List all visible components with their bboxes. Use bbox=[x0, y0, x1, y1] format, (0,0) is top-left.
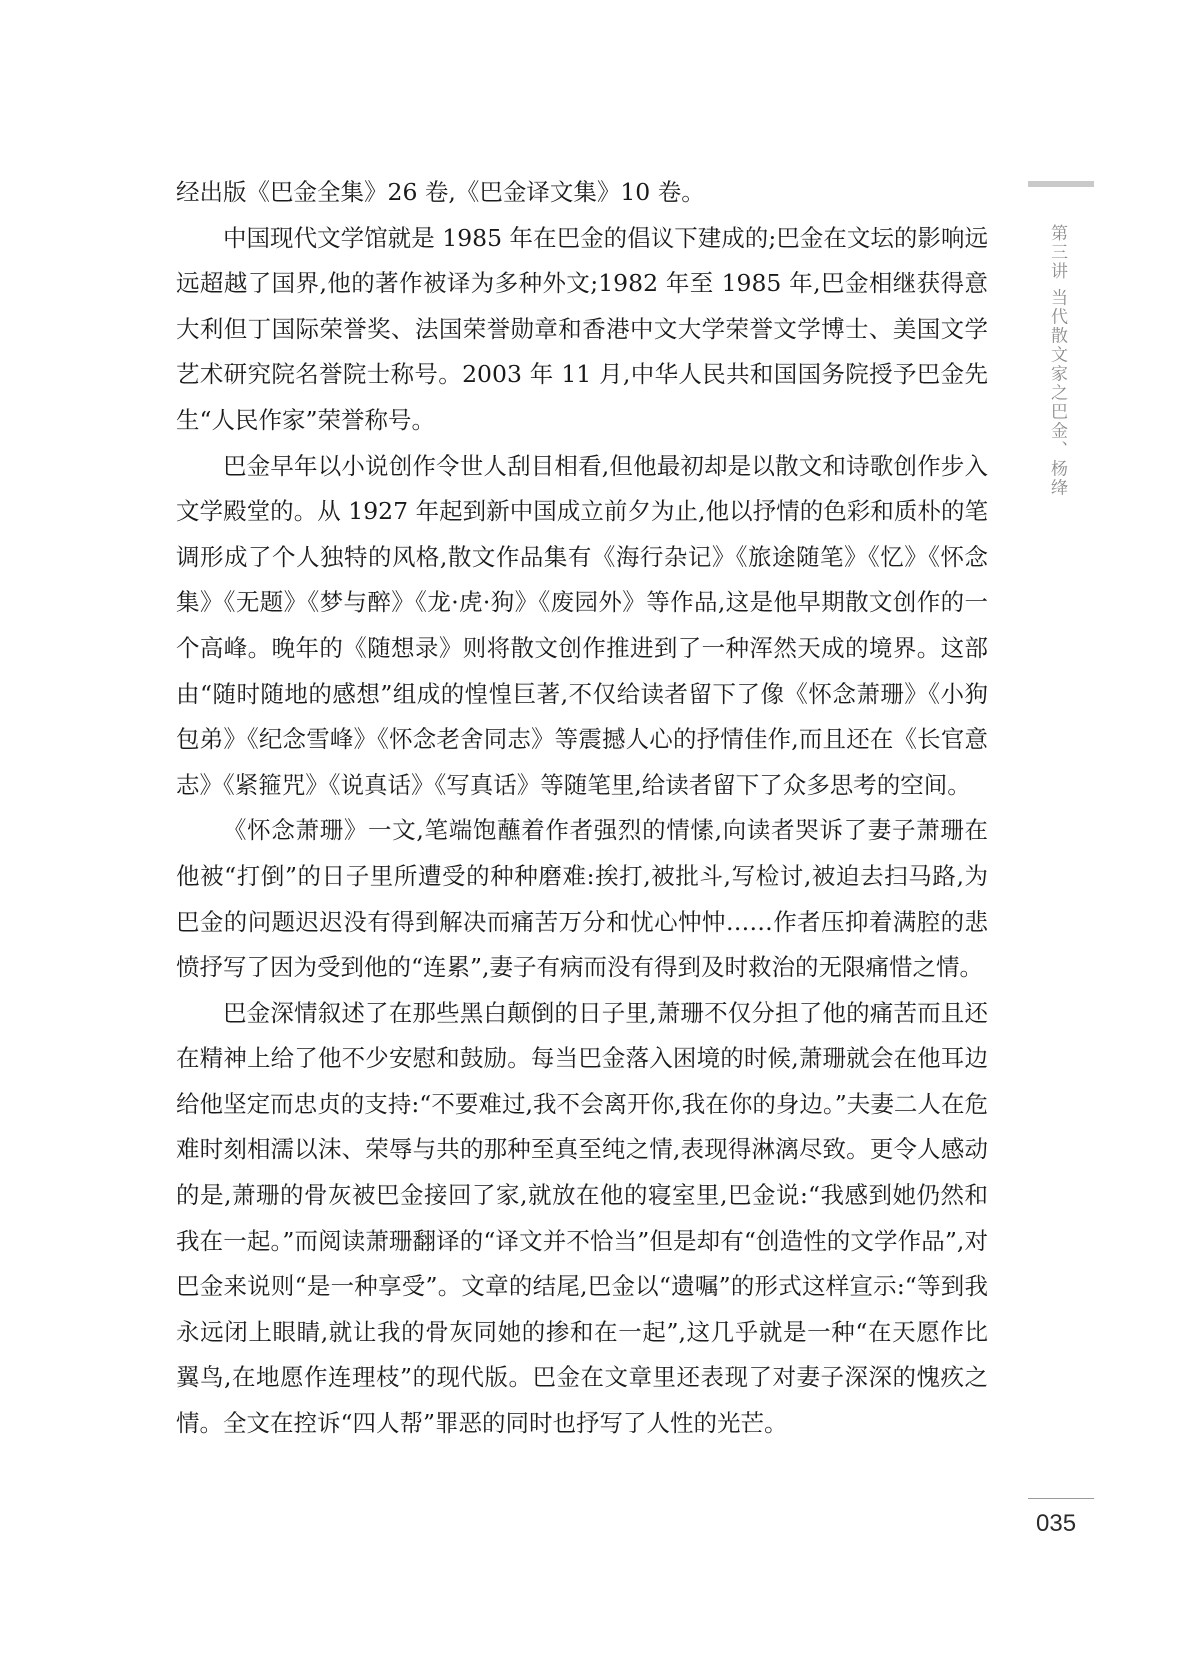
paragraph-continuation: 经出版《巴金全集》26 卷,《巴金译文集》10 卷。 bbox=[176, 178, 705, 206]
running-header-chapter: 第三讲 当代散文家之巴金、杨绛 bbox=[1047, 224, 1067, 498]
margin-rule bbox=[1028, 181, 1094, 187]
paragraph-deep-affection: 巴金深情叙述了在那些黑白颠倒的日子里,萧珊不仅分担了他的痛苦而且还在精神上给了他不少安慰和鼓励。每当巴金落入困境的时候,萧珊就会在他耳边给他坚定而忠贞的支持:“不要难过,我不会离开你,我在你的身边。”夫妻二人在危难时刻相濡以沫、荣辱与共的那种至真至纯之情,表现得淋漓尽致。更令人感动的是,萧珊的骨灰被巴金接回了家,就放在他的寝室里,巴金说:“我感到她仍然和我在一起。”而阅读萧珊翻译的“译文并不恰当”但是却有“创造性的文学作品”,对巴金来说则“是一种享受”。文章的结尾,巴金以“遗嘱”的形式这样宣示:“等到我永远闭上眼睛,就让我的骨灰同她的掺和在一起”,这几乎就是一种“在天愿作比翼鸟,在地愿作连理枝”的现代版。巴金在文章里还表现了对妻子深深的愧疚之情。全文在控诉“四人帮”罪恶的同时也抒写了人性的光芒。 bbox=[176, 998, 988, 1438]
footer-rule bbox=[1028, 1498, 1094, 1499]
paragraph-early-prose: 巴金早年以小说创作令世人刮目相看,但他最初却是以散文和诗歌创作步入文学殿堂的。从 1927 年起到新中国成立前夕为止,他以抒情的色彩和质朴的笔调形成了个人独特的风格,散文作品集有《海行杂记》《旅途随笔》《忆》《怀念集》《无题》《梦与醉》《龙·虎·狗》《废园外》等作品,这是他早期散文创作的一个高峰。晚年的《随想录》则将散文创作推进到了一种浑然天成的境界。这部由“随时随地的感想”组成的惶惶巨著,不仅给读者留下了像《怀念萧珊》《小狗包弟》《纪念雪峰》《怀念老舍同志》等震撼人心的抒情佳作,而且还在《长官意志》《紧箍咒》《说真话》《写真话》等随笔里,给读者留下了众多思考的空间。 bbox=[176, 451, 988, 799]
page-number: 035 bbox=[1036, 1510, 1077, 1537]
paragraph-huainian-xiaoshan: 《怀念萧珊》一文,笔端饱蘸着作者强烈的情愫,向读者哭诉了妻子萧珊在他被“打倒”的日子里所遭受的种种磨难:挨打,被批斗,写检讨,被迫去扫马路,为巴金的问题迟迟没有得到解决而痛苦万分和忧心忡忡……作者压抑着满腔的悲愤抒写了因为受到他的“连累”,妻子有病而没有得到及时救治的无限痛惜之情。 bbox=[176, 816, 988, 982]
body-text bbox=[176, 170, 988, 1447]
paragraph-literature-museum: 中国现代文学馆就是 1985 年在巴金的倡议下建成的;巴金在文坛的影响远远超越了国界,他的著作被译为多种外文;1982 年至 1985 年,巴金相继获得意大利但丁国际荣誉奖、法国荣誉勋章和香港中文大学荣誉文学博士、美国文学艺术研究院名誉院士称号。2003 年 11 月,中华人民共和国国务院授予巴金先生“人民作家”荣誉称号。 bbox=[176, 223, 988, 434]
